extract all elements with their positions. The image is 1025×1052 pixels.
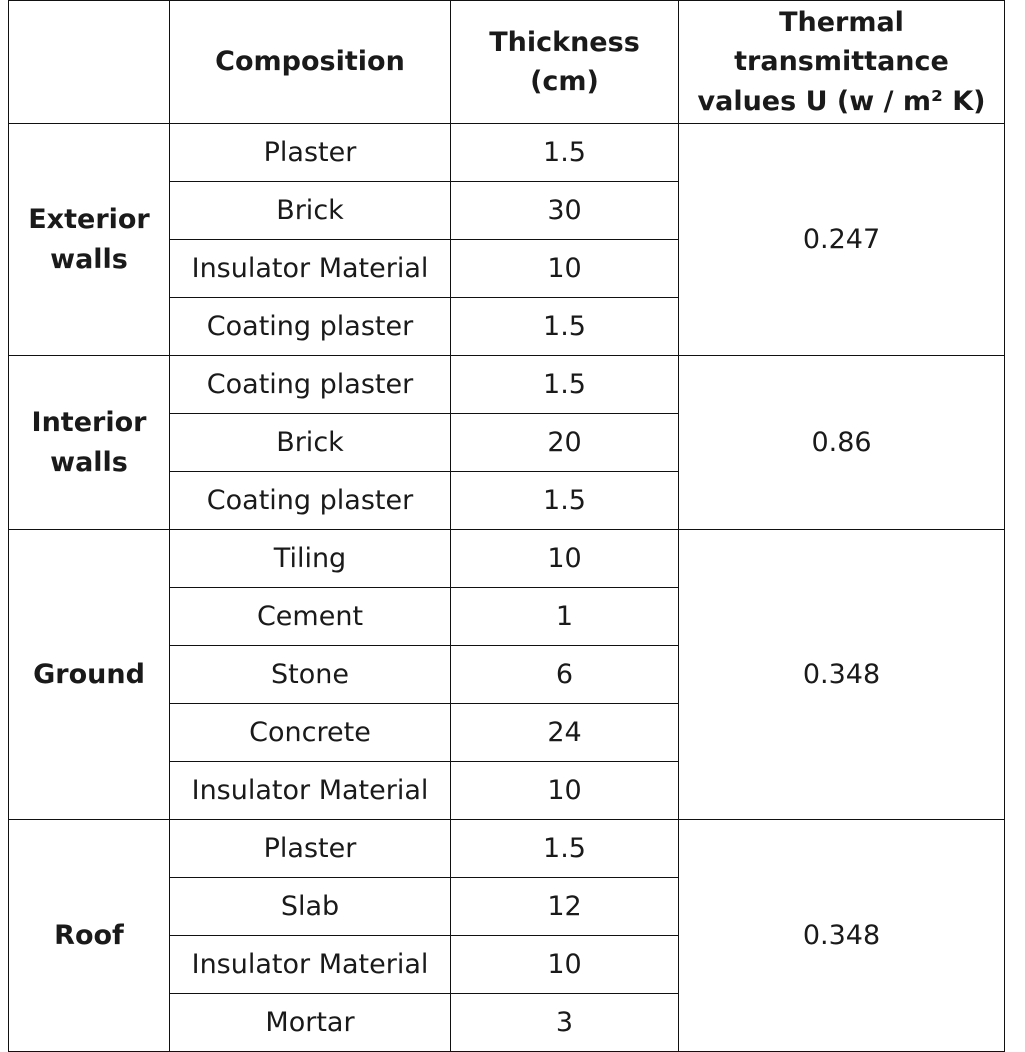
thickness-value: 20 (547, 426, 582, 458)
thickness-value: 1.5 (543, 368, 586, 400)
header-thermal-line-1: Thermal (779, 7, 904, 39)
thickness-value: 3 (555, 1006, 574, 1038)
table-row (9, 530, 1005, 588)
material-label: Brick (276, 426, 344, 458)
thickness-cell (451, 182, 679, 240)
material-cell (170, 356, 451, 414)
header-composition-label: Composition (215, 46, 405, 78)
u-value: 0.348 (802, 919, 881, 951)
u-value-cell (679, 356, 1005, 530)
header-thermal-transmittance (679, 1, 1005, 124)
group-name-cell (9, 530, 170, 820)
u-value-cell (679, 820, 1005, 1052)
group-name-line: Interior (31, 407, 147, 439)
thickness-value: 10 (547, 948, 582, 980)
thickness-cell (451, 762, 679, 820)
thickness-cell (451, 994, 679, 1052)
thickness-value: 6 (555, 658, 574, 690)
group-name-cell (9, 124, 170, 356)
material-label: Coating plaster (206, 368, 414, 400)
thickness-value: 10 (547, 542, 582, 574)
table-header-row (9, 1, 1005, 124)
u-value: 0.86 (811, 426, 872, 458)
header-thickness-line-2: (cm) (530, 66, 599, 97)
thickness-cell (451, 704, 679, 762)
thickness-cell (451, 646, 679, 704)
material-cell (170, 414, 451, 472)
material-cell (170, 182, 451, 240)
u-value: 0.348 (802, 658, 881, 690)
u-value-cell (679, 124, 1005, 356)
thickness-value: 30 (547, 194, 582, 226)
material-label: Coating plaster (206, 484, 414, 516)
thickness-cell (451, 936, 679, 994)
thickness-cell (451, 414, 679, 472)
material-label: Insulator Material (191, 774, 429, 806)
thickness-cell (451, 356, 679, 414)
material-cell (170, 878, 451, 936)
group-name-line: Ground (33, 658, 145, 690)
table-row (9, 820, 1005, 878)
material-label: Slab (280, 890, 340, 922)
thickness-value: 10 (547, 252, 582, 284)
u-value-cell (679, 530, 1005, 820)
thickness-cell (451, 820, 679, 878)
material-label: Insulator Material (191, 948, 429, 980)
u-value: 0.247 (802, 223, 881, 255)
thickness-value: 1.5 (543, 136, 586, 168)
header-composition (170, 1, 451, 124)
thickness-value: 12 (547, 890, 582, 922)
material-cell (170, 124, 451, 182)
material-label: Cement (256, 600, 364, 632)
material-cell (170, 298, 451, 356)
header-thickness (451, 1, 679, 124)
table-row (9, 356, 1005, 414)
header-thermal-line-2: transmittance (734, 46, 949, 78)
material-label: Stone (271, 658, 349, 690)
construction-materials-table (8, 0, 1005, 1052)
material-label: Brick (276, 194, 344, 226)
header-thermal-line-3: values U (w / m² K) (697, 85, 986, 117)
material-cell (170, 588, 451, 646)
material-cell (170, 240, 451, 298)
group-name-cell (9, 820, 170, 1052)
thickness-value: 10 (547, 774, 582, 806)
group-name-cell (9, 356, 170, 530)
table-body (9, 124, 1005, 1052)
material-cell (170, 762, 451, 820)
material-label: Plaster (263, 136, 357, 168)
material-cell (170, 530, 451, 588)
material-cell (170, 472, 451, 530)
material-label: Concrete (249, 716, 371, 748)
header-thickness-line-1: Thickness (489, 26, 640, 58)
material-label: Tiling (273, 542, 347, 574)
thickness-cell (451, 472, 679, 530)
thickness-value: 24 (547, 716, 582, 748)
thickness-cell (451, 298, 679, 356)
thickness-cell (451, 530, 679, 588)
thickness-value: 1.5 (543, 310, 586, 342)
thickness-cell (451, 240, 679, 298)
material-label: Coating plaster (206, 310, 414, 342)
thickness-value: 1.5 (543, 832, 586, 864)
thickness-cell (451, 588, 679, 646)
material-label: Mortar (265, 1006, 355, 1038)
material-label: Plaster (263, 832, 357, 864)
thickness-cell (451, 878, 679, 936)
group-name-line: walls (50, 446, 128, 478)
material-cell (170, 936, 451, 994)
material-cell (170, 820, 451, 878)
thickness-cell (451, 124, 679, 182)
thickness-value: 1 (555, 600, 574, 632)
group-name-line: walls (50, 243, 128, 275)
material-cell (170, 704, 451, 762)
group-name-line: Roof (54, 919, 124, 951)
thickness-value: 1.5 (543, 484, 586, 516)
header-empty-cell (9, 1, 170, 124)
material-label: Insulator Material (191, 252, 429, 284)
group-name-line: Exterior (28, 204, 150, 236)
material-cell (170, 646, 451, 704)
table-row (9, 124, 1005, 182)
material-cell (170, 994, 451, 1052)
